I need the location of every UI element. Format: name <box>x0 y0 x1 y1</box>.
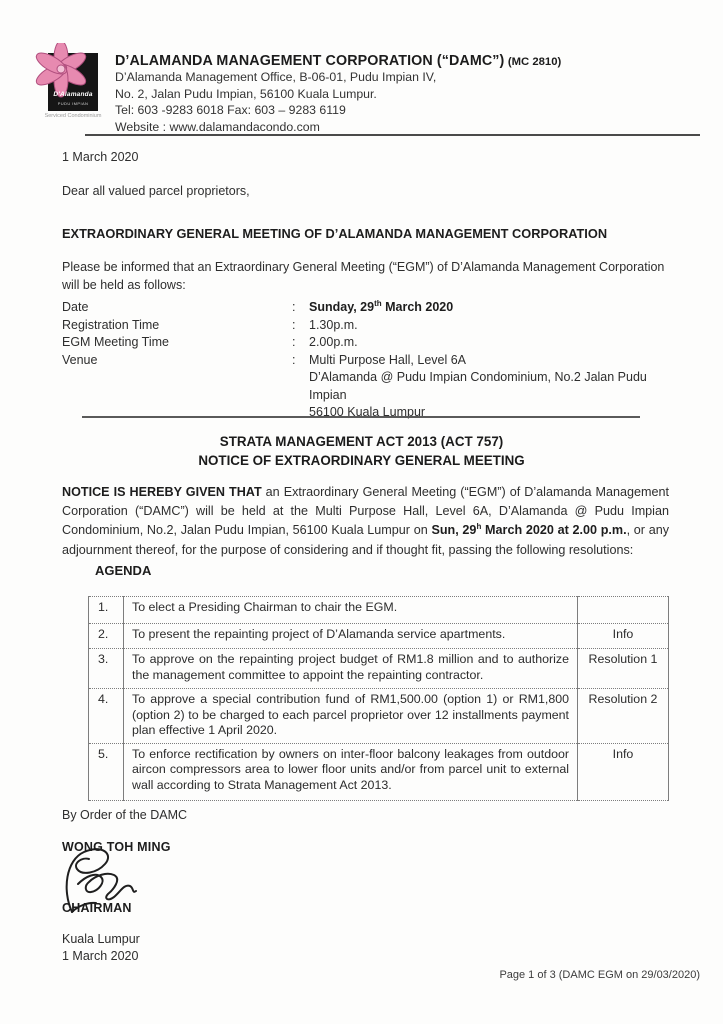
agenda-item-number: 5. <box>89 743 124 800</box>
venue-line: 56100 Kuala Lumpur <box>309 405 426 419</box>
agenda-item-text: To elect a Presiding Chairman to chair the EGM. <box>124 597 578 624</box>
section-divider <box>82 416 640 418</box>
detail-label: Date <box>62 300 89 314</box>
detail-value-registration: 1.30p.m. <box>309 317 358 332</box>
detail-colon: : <box>292 352 296 367</box>
agenda-item-tag: Resolution 1 <box>578 649 669 689</box>
detail-value-egm-time: 2.00p.m. <box>309 335 358 349</box>
table-row <box>89 689 669 744</box>
logo-name-label: D'Alamanda <box>53 91 93 98</box>
intro-paragraph: Please be informed that an Extraordinary General Meeting (“EGM”) of D’Alamanda Management Corporation will be held as follows: <box>62 260 665 292</box>
detail-row-date <box>62 299 668 317</box>
detail-row-egm-time <box>62 334 668 352</box>
signer-title: CHAIRMAN <box>62 901 132 915</box>
org-address-line1: D’Alamanda Management Office, B-06-01, Pudu Impian IV, <box>115 70 437 84</box>
salutation: Dear all valued parcel proprietors, <box>62 184 250 198</box>
notice-date-phrase: Sun, 29$^h$ March 2020 at 2.00 p.m. <box>431 522 627 538</box>
letter-date: 1 March 2020 <box>62 150 139 164</box>
agenda-table <box>88 596 669 801</box>
agenda-item-text: To enforce rectification by owners on inter-floor balcony leakages from outdoor aircon compressors area to lower floor units and/or from parcel unit to external wall according to Strata Management Act 2013. <box>124 743 578 800</box>
detail-value-venue <box>309 352 668 422</box>
signoff-date: 1 March 2020 <box>62 949 139 963</box>
meeting-details <box>62 299 668 422</box>
agenda-item-tag <box>578 597 669 624</box>
detail-value-date: Sunday, 29th March 2020 <box>309 298 454 314</box>
notice-given-phrase: NOTICE IS HEREBY GIVEN THAT <box>62 485 262 499</box>
agenda-item-text: To present the repainting project of D’Alamanda service apartments. <box>124 624 578 649</box>
org-website: Website : www.dalamandacondo.com <box>115 119 320 134</box>
signer-name: WONG TOH MING <box>62 840 171 854</box>
detail-label: Registration Time <box>62 317 160 332</box>
detail-colon: : <box>292 300 296 314</box>
detail-label: Venue <box>62 352 98 367</box>
letterhead-text <box>115 53 675 135</box>
logo-caption: Serviced Condominium <box>44 113 102 119</box>
detail-colon: : <box>292 317 296 332</box>
letterhead-divider <box>85 134 700 136</box>
agenda-item-text: To approve a special contribution fund of RM1,500.00 (option 1) or RM1,800 (option 2) to be charged to each parcel proprietor over 12 installments payment plan effective 1 April 2020. <box>124 689 578 744</box>
agenda-item-number: 4. <box>89 689 124 744</box>
agenda-heading: AGENDA <box>95 563 152 578</box>
page-footer: Page 1 of 3 (DAMC EGM on 29/03/2020) <box>499 969 700 981</box>
table-row <box>89 743 669 800</box>
signoff-place: Kuala Lumpur <box>62 932 140 946</box>
agenda-item-number: 2. <box>89 624 124 649</box>
letter-subject: EXTRAORDINARY GENERAL MEETING OF D’ALAMANDA MANAGEMENT CORPORATION <box>62 226 608 241</box>
by-order-line: By Order of the DAMC <box>62 808 188 822</box>
venue-line: Multi Purpose Hall, Level 6A <box>309 352 467 367</box>
venue-line: D’Alamanda @ Pudu Impian Condominium, No.2 Jalan Pudu Impian <box>309 370 647 402</box>
logo-sub-label: PUDU IMPIAN <box>57 101 89 106</box>
notice-paragraph: NOTICE IS HEREBY GIVEN THAT an Extraordinary General Meeting (“EGM”) of D’alamanda Management Corporation (“DAMC”) will be held at the Multi Purpose Hall, Level 6A, D’Alamanda @ Pudu Impian Condominium, No.2, Jalan Pudu Impian, 56100 Kuala Lumpur on Sun, 29$^h$ March 2020 at 2.00 p.m., or any adjournment thereof, for the purpose of considering and if thought fit, passing the following resolutions: <box>62 485 670 557</box>
detail-colon: : <box>292 335 296 349</box>
org-address-line2: No. 2, Jalan Pudu Impian, 56100 Kuala Lumpur. <box>115 86 377 101</box>
org-name: D’ALAMANDA MANAGEMENT CORPORATION (“DAMC”) <box>115 53 505 69</box>
agenda-item-number: 1. <box>89 597 124 624</box>
agenda-item-text: To approve on the repainting project budget of RM1.8 million and to authorize the management committee to appoint the repainting contractor. <box>124 649 578 689</box>
detail-row-registration <box>62 317 668 335</box>
org-tel-fax: Tel: 603 -9283 6018 Fax: 603 – 9283 6119 <box>115 103 346 117</box>
detail-label: EGM Meeting Time <box>62 335 169 349</box>
table-row <box>89 624 669 649</box>
agenda-item-tag: Info <box>578 743 669 800</box>
table-row <box>89 649 669 689</box>
agenda-item-number: 3. <box>89 649 124 689</box>
act-title: STRATA MANAGEMENT ACT 2013 (ACT 757) <box>219 434 504 449</box>
detail-row-venue <box>62 352 668 422</box>
agenda-item-tag: Resolution 2 <box>578 689 669 744</box>
org-title-line <box>115 53 675 69</box>
letterhead <box>36 47 102 125</box>
notice-title: NOTICE OF EXTRAORDINARY GENERAL MEETING <box>198 453 525 468</box>
agenda-item-tag: Info <box>578 624 669 649</box>
table-row <box>89 597 669 624</box>
company-logo <box>36 47 102 125</box>
org-registration-number: (MC 2810) <box>507 56 562 68</box>
